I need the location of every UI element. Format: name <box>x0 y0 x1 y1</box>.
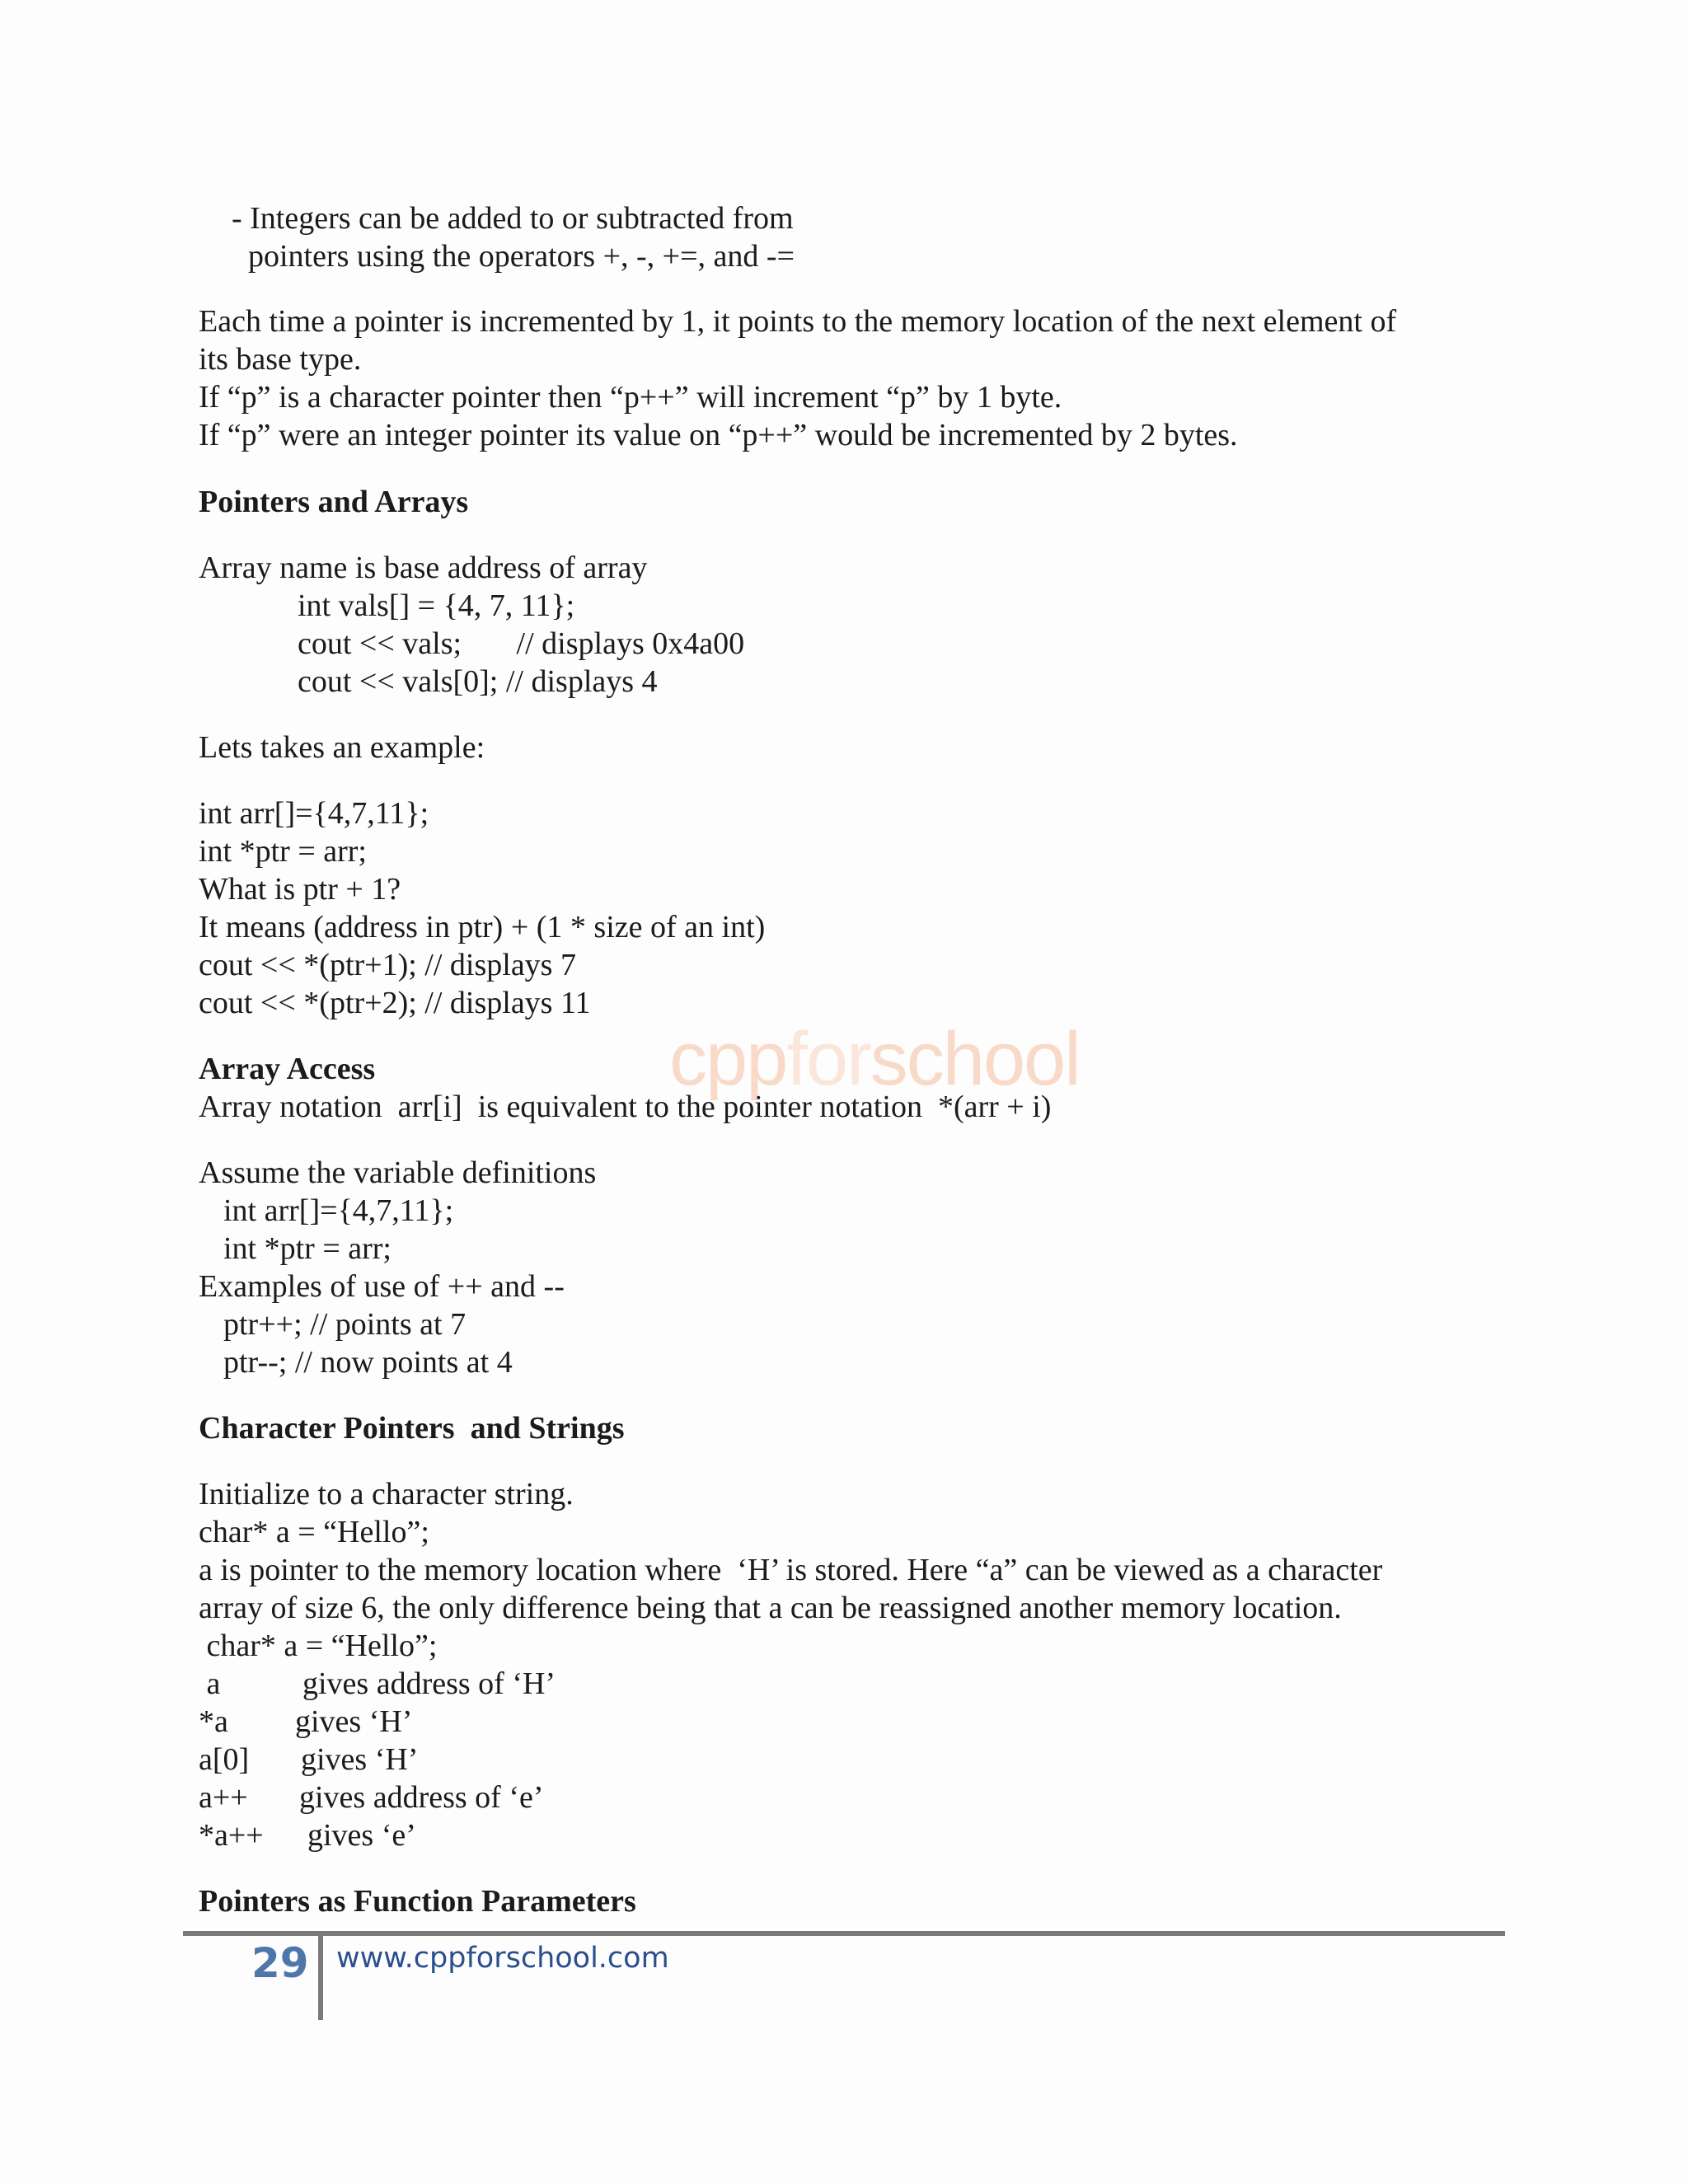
code-line: char* a = “Hello”; <box>199 1515 429 1549</box>
desc-cell: gives ‘H’ <box>295 1704 413 1739</box>
code-line: ptr--; // now points at 4 <box>223 1345 513 1380</box>
code-line: cout << *(ptr+1); // displays 7 <box>199 948 576 982</box>
paragraph-line: Assume the variable definitions <box>199 1155 597 1190</box>
watermark-logo: cppforschool <box>669 1017 1080 1101</box>
code-line: int vals[] = {4, 7, 11}; <box>298 588 575 623</box>
code-line: cout << vals[0]; // displays 4 <box>298 664 658 699</box>
bullet-line-2: pointers using the operators +, -, +=, and -= <box>248 239 795 274</box>
desc-cell: gives address of ‘H’ <box>302 1666 556 1701</box>
expr-cell: *a <box>199 1704 228 1739</box>
code-line: cout << *(ptr+2); // displays 11 <box>199 986 591 1020</box>
code-line: char* a = “Hello”; <box>199 1629 438 1663</box>
footer-divider <box>318 1936 323 2020</box>
paragraph-line: Array notation arr[i] is equivalent to the pointer notation *(arr + i) <box>199 1090 1052 1124</box>
code-line: cout << vals; // displays 0x4a00 <box>298 626 745 661</box>
paragraph-line: If “p” were an integer pointer its value on “p++” would be incremented by 2 bytes. <box>199 418 1238 452</box>
paragraph-line: its base type. <box>199 342 362 377</box>
desc-cell: gives ‘e’ <box>307 1818 416 1853</box>
bullet-line-1: - Integers can be added to or subtracted from <box>232 201 794 236</box>
paragraph-line: Examples of use of ++ and -- <box>199 1269 565 1304</box>
code-line: What is ptr + 1? <box>199 872 401 907</box>
desc-cell: gives address of ‘e’ <box>299 1780 544 1815</box>
footer-url-link[interactable]: www.cppforschool.com <box>336 1942 669 1975</box>
code-line: int arr[]={4,7,11}; <box>223 1193 454 1228</box>
paragraph-line: Array name is base address of array <box>199 551 648 585</box>
paragraph-line: Lets takes an example: <box>199 730 485 765</box>
expr-cell: a[0] <box>199 1742 250 1777</box>
paragraph-line: Each time a pointer is incremented by 1, it points to the memory location of the next element of <box>199 304 1397 339</box>
paragraph-line: Initialize to a character string. <box>199 1477 574 1511</box>
code-line: int *ptr = arr; <box>223 1231 392 1266</box>
section-heading: Character Pointers and Strings <box>199 1411 625 1446</box>
footer-rule <box>183 1931 1505 1936</box>
code-line: int *ptr = arr; <box>199 834 367 869</box>
paragraph-line: a is pointer to the memory location where ‘H’ is stored. Here “a” can be viewed as a character <box>199 1553 1383 1587</box>
expr-cell: *a++ <box>199 1818 264 1853</box>
section-heading: Pointers and Arrays <box>199 485 469 519</box>
code-line: ptr++; // points at 7 <box>223 1307 467 1342</box>
code-line: int arr[]={4,7,11}; <box>199 796 429 831</box>
paragraph-line: array of size 6, the only difference being that a can be reassigned another memory location. <box>199 1591 1342 1625</box>
desc-cell: gives ‘H’ <box>301 1742 419 1777</box>
paragraph-line: If “p” is a character pointer then “p++” will increment “p” by 1 byte. <box>199 380 1062 415</box>
expr-cell: a <box>199 1666 221 1701</box>
section-heading: Pointers as Function Parameters <box>199 1884 636 1919</box>
page-number: 29 <box>251 1939 309 1987</box>
expr-cell: a++ <box>199 1780 248 1815</box>
section-heading: Array Access <box>199 1052 376 1086</box>
code-line: It means (address in ptr) + (1 * size of an int) <box>199 910 766 944</box>
